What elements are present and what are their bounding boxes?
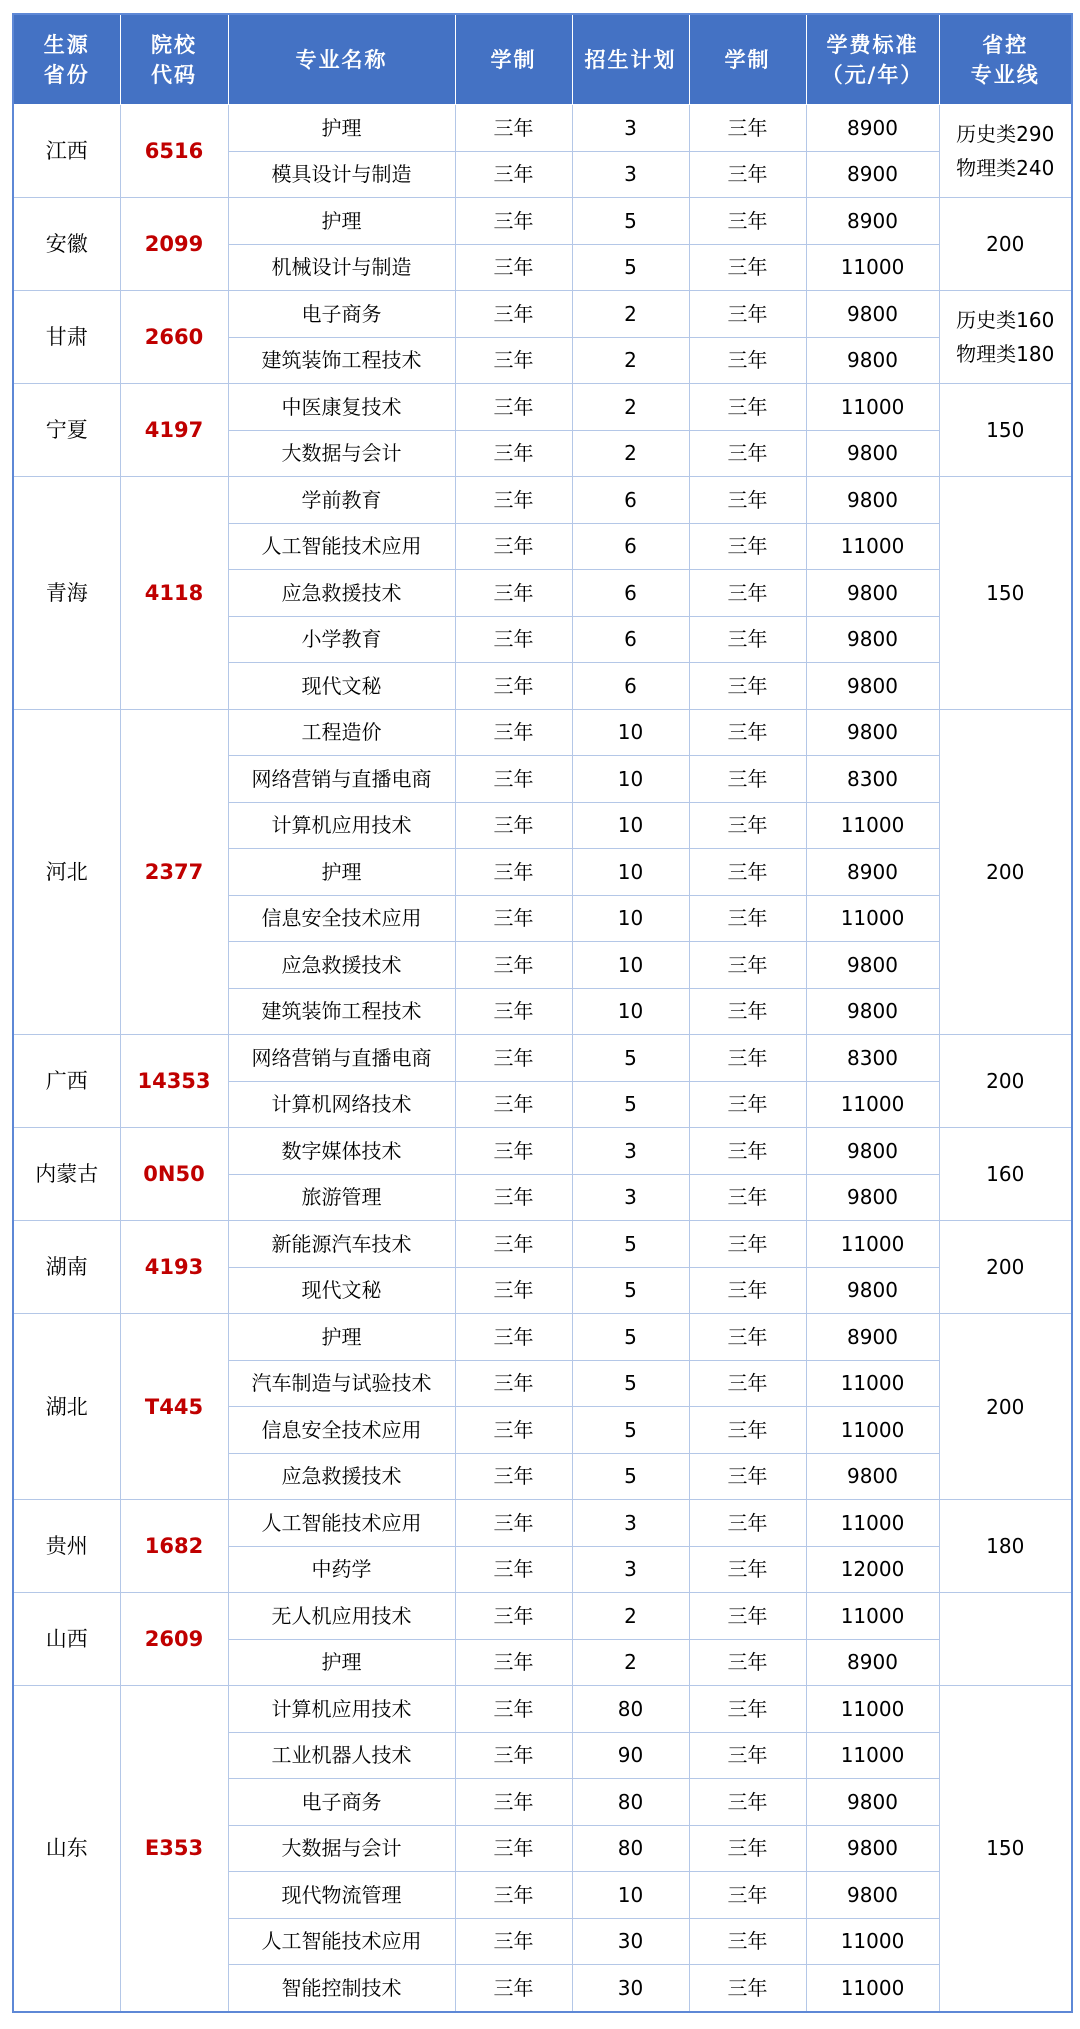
tuition-cell: 8900	[806, 198, 939, 245]
duration-2-cell: 三年	[689, 477, 806, 524]
duration-cell: 三年	[455, 198, 572, 245]
duration-2-cell: 三年	[689, 198, 806, 245]
major-name-cell: 新能源汽车技术	[228, 1221, 455, 1268]
enrollment-plan-cell: 2	[572, 337, 689, 384]
control-line-value: 200	[986, 1394, 1025, 1419]
tuition-cell: 8900	[806, 1639, 939, 1686]
major-name-cell: 人工智能技术应用	[228, 1918, 455, 1965]
province-cell: 贵州	[13, 1500, 120, 1593]
tuition-cell: 9800	[806, 337, 939, 384]
table-row	[13, 1221, 1072, 1268]
control-line-value: 历史类160	[956, 308, 1055, 332]
tuition-cell: 9800	[806, 1872, 939, 1919]
tuition-cell: 9800	[806, 616, 939, 663]
enrollment-plan-cell: 10	[572, 988, 689, 1035]
duration-cell: 三年	[455, 616, 572, 663]
duration-2-cell: 三年	[689, 1360, 806, 1407]
enrollment-plan-cell: 30	[572, 1918, 689, 1965]
duration-2-cell: 三年	[689, 1779, 806, 1826]
major-name-cell: 大数据与会计	[228, 430, 455, 477]
control-line-value: 历史类290	[956, 122, 1055, 146]
major-name-cell: 护理	[228, 198, 455, 245]
tuition-cell: 11000	[806, 1500, 939, 1547]
duration-cell: 三年	[455, 1825, 572, 1872]
enrollment-plan-cell: 2	[572, 1639, 689, 1686]
header-control-line	[939, 14, 1072, 105]
table-row	[13, 1500, 1072, 1547]
tuition-cell: 11000	[806, 1732, 939, 1779]
duration-cell: 三年	[455, 802, 572, 849]
major-name-cell: 小学教育	[228, 616, 455, 663]
duration-2-cell: 三年	[689, 570, 806, 617]
province-cell: 广西	[13, 1035, 120, 1128]
tuition-cell: 11000	[806, 1360, 939, 1407]
enrollment-plan-cell: 2	[572, 384, 689, 431]
header-line-line2: 专业线	[970, 62, 1040, 87]
school-code-cell: 2377	[120, 709, 228, 1035]
school-code-cell: 2099	[120, 198, 228, 291]
duration-2-cell: 三年	[689, 1267, 806, 1314]
header-major: 专业名称	[228, 14, 455, 105]
school-code-cell: 4197	[120, 384, 228, 477]
duration-2-cell: 三年	[689, 430, 806, 477]
province-cell: 湖北	[13, 1314, 120, 1500]
province-cell: 甘肃	[13, 291, 120, 384]
tuition-cell: 8900	[806, 105, 939, 152]
enrollment-plan-cell: 5	[572, 1267, 689, 1314]
major-name-cell: 计算机应用技术	[228, 1686, 455, 1733]
province-cell: 安徽	[13, 198, 120, 291]
duration-cell: 三年	[455, 1500, 572, 1547]
control-line-value: 150	[986, 418, 1025, 442]
duration-cell: 三年	[455, 663, 572, 710]
duration-2-cell: 三年	[689, 663, 806, 710]
school-code-cell: T445	[120, 1314, 228, 1500]
enrollment-plan-cell: 6	[572, 523, 689, 570]
duration-cell: 三年	[455, 1965, 572, 2012]
duration-cell: 三年	[455, 244, 572, 291]
duration-2-cell: 三年	[689, 1407, 806, 1454]
duration-cell: 三年	[455, 151, 572, 198]
header-duration-2: 学制	[689, 14, 806, 105]
enrollment-plan-cell: 6	[572, 477, 689, 524]
duration-cell: 三年	[455, 1918, 572, 1965]
enrollment-plan-cell: 80	[572, 1825, 689, 1872]
duration-cell: 三年	[455, 1221, 572, 1268]
duration-cell: 三年	[455, 756, 572, 803]
major-name-cell: 工业机器人技术	[228, 1732, 455, 1779]
duration-cell: 三年	[455, 430, 572, 477]
duration-2-cell: 三年	[689, 291, 806, 338]
duration-2-cell: 三年	[689, 1081, 806, 1128]
enrollment-plan-cell: 3	[572, 1128, 689, 1175]
school-code-cell: E353	[120, 1686, 228, 2012]
duration-cell: 三年	[455, 477, 572, 524]
control-line-value: 150	[986, 1836, 1025, 1861]
major-name-cell: 计算机应用技术	[228, 802, 455, 849]
table-row	[13, 1686, 1072, 1733]
tuition-cell: 11000	[806, 244, 939, 291]
enrollment-plan-cell: 30	[572, 1965, 689, 2012]
duration-2-cell: 三年	[689, 1500, 806, 1547]
enrollment-table	[12, 13, 1073, 2013]
duration-cell: 三年	[455, 1360, 572, 1407]
control-line-value: 160	[986, 1162, 1025, 1186]
header-tuition	[806, 14, 939, 105]
tuition-cell: 11000	[806, 1593, 939, 1640]
major-name-cell: 工程造价	[228, 709, 455, 756]
tuition-cell: 11000	[806, 384, 939, 431]
major-name-cell: 人工智能技术应用	[228, 1500, 455, 1547]
enrollment-plan-cell: 6	[572, 663, 689, 710]
control-line-value: 200	[986, 1069, 1025, 1093]
tuition-cell: 9800	[806, 663, 939, 710]
tuition-cell: 11000	[806, 895, 939, 942]
duration-2-cell: 三年	[689, 895, 806, 942]
major-name-cell: 数字媒体技术	[228, 1128, 455, 1175]
major-name-cell: 中医康复技术	[228, 384, 455, 431]
enrollment-plan-cell: 5	[572, 198, 689, 245]
control-line-cell	[939, 1035, 1072, 1128]
table-row	[13, 384, 1072, 431]
duration-cell: 三年	[455, 337, 572, 384]
header-tuition-line2: （元/年）	[821, 62, 924, 87]
duration-2-cell: 三年	[689, 988, 806, 1035]
duration-cell: 三年	[455, 1686, 572, 1733]
control-line-cell	[939, 1314, 1072, 1500]
enrollment-plan-cell: 5	[572, 1407, 689, 1454]
tuition-cell: 9800	[806, 1453, 939, 1500]
duration-cell: 三年	[455, 1407, 572, 1454]
duration-cell: 三年	[455, 1639, 572, 1686]
enrollment-plan-cell: 10	[572, 849, 689, 896]
table-row	[13, 1128, 1072, 1175]
control-line-cell	[939, 477, 1072, 710]
header-duration: 学制	[455, 14, 572, 105]
enrollment-plan-cell: 5	[572, 1081, 689, 1128]
control-line-cell	[939, 709, 1072, 1035]
duration-2-cell: 三年	[689, 1546, 806, 1593]
header-code-line1: 院校	[151, 32, 197, 57]
tuition-cell: 9800	[806, 477, 939, 524]
duration-cell: 三年	[455, 895, 572, 942]
enrollment-plan-cell: 10	[572, 802, 689, 849]
duration-2-cell: 三年	[689, 1593, 806, 1640]
table-header	[13, 14, 1072, 105]
school-code-cell: 1682	[120, 1500, 228, 1593]
major-name-cell: 学前教育	[228, 477, 455, 524]
major-name-cell: 信息安全技术应用	[228, 1407, 455, 1454]
duration-2-cell: 三年	[689, 151, 806, 198]
enrollment-plan-cell: 3	[572, 1546, 689, 1593]
duration-cell: 三年	[455, 1872, 572, 1919]
major-name-cell: 现代物流管理	[228, 1872, 455, 1919]
duration-2-cell: 三年	[689, 337, 806, 384]
control-line-value: 200	[986, 232, 1025, 256]
enrollment-plan-cell: 5	[572, 1221, 689, 1268]
major-name-cell: 护理	[228, 849, 455, 896]
duration-cell: 三年	[455, 942, 572, 989]
major-name-cell: 建筑装饰工程技术	[228, 988, 455, 1035]
major-name-cell: 网络营销与直播电商	[228, 1035, 455, 1082]
tuition-cell: 9800	[806, 1267, 939, 1314]
province-cell: 青海	[13, 477, 120, 710]
control-line-cell	[939, 1593, 1072, 1686]
duration-cell: 三年	[455, 1128, 572, 1175]
duration-cell: 三年	[455, 709, 572, 756]
table-row	[13, 105, 1072, 152]
enrollment-plan-cell: 2	[572, 291, 689, 338]
tuition-cell: 11000	[806, 802, 939, 849]
tuition-cell: 9800	[806, 942, 939, 989]
school-code-cell: 2609	[120, 1593, 228, 1686]
header-row	[13, 14, 1072, 105]
header-code	[120, 14, 228, 105]
major-name-cell: 护理	[228, 105, 455, 152]
enrollment-plan-cell: 6	[572, 570, 689, 617]
tuition-cell: 9800	[806, 570, 939, 617]
duration-cell: 三年	[455, 1453, 572, 1500]
enrollment-plan-cell: 3	[572, 151, 689, 198]
province-cell: 山东	[13, 1686, 120, 2012]
duration-2-cell: 三年	[689, 616, 806, 663]
header-tuition-line1: 学费标准	[826, 32, 919, 57]
duration-cell: 三年	[455, 1593, 572, 1640]
duration-cell: 三年	[455, 988, 572, 1035]
tuition-cell: 11000	[806, 1221, 939, 1268]
enrollment-plan-cell: 2	[572, 430, 689, 477]
duration-cell: 三年	[455, 291, 572, 338]
duration-cell: 三年	[455, 1546, 572, 1593]
enrollment-plan-cell: 80	[572, 1686, 689, 1733]
header-province	[13, 14, 120, 105]
school-code-cell: 2660	[120, 291, 228, 384]
tuition-cell: 8900	[806, 151, 939, 198]
duration-cell: 三年	[455, 1779, 572, 1826]
control-line-value: 200	[986, 1255, 1025, 1279]
province-cell: 内蒙古	[13, 1128, 120, 1221]
duration-2-cell: 三年	[689, 523, 806, 570]
major-name-cell: 应急救援技术	[228, 570, 455, 617]
tuition-cell: 9800	[806, 291, 939, 338]
duration-cell: 三年	[455, 849, 572, 896]
major-name-cell: 现代文秘	[228, 663, 455, 710]
tuition-cell: 11000	[806, 1407, 939, 1454]
major-name-cell: 应急救援技术	[228, 1453, 455, 1500]
control-line-value: 150	[986, 580, 1025, 605]
duration-cell: 三年	[455, 1732, 572, 1779]
major-name-cell: 网络营销与直播电商	[228, 756, 455, 803]
tuition-cell: 11000	[806, 523, 939, 570]
duration-cell: 三年	[455, 523, 572, 570]
duration-2-cell: 三年	[689, 942, 806, 989]
major-name-cell: 旅游管理	[228, 1174, 455, 1221]
header-line-line1: 省控	[982, 32, 1029, 57]
control-line-cell	[939, 291, 1072, 384]
major-name-cell: 现代文秘	[228, 1267, 455, 1314]
table-row	[13, 1035, 1072, 1082]
tuition-cell: 11000	[806, 1965, 939, 2012]
header-province-line2: 省份	[43, 62, 90, 87]
duration-cell: 三年	[455, 1035, 572, 1082]
table-body	[13, 105, 1072, 2012]
major-name-cell: 机械设计与制造	[228, 244, 455, 291]
control-line-value: 物理类240	[956, 156, 1055, 180]
duration-2-cell: 三年	[689, 1639, 806, 1686]
enrollment-plan-cell: 5	[572, 1314, 689, 1361]
control-line-value: 物理类180	[956, 342, 1055, 366]
tuition-cell: 11000	[806, 1918, 939, 1965]
tuition-cell: 9800	[806, 1825, 939, 1872]
tuition-cell: 11000	[806, 1686, 939, 1733]
enrollment-plan-cell: 10	[572, 942, 689, 989]
table-row	[13, 291, 1072, 338]
duration-cell: 三年	[455, 1174, 572, 1221]
province-cell: 山西	[13, 1593, 120, 1686]
tuition-cell: 9800	[806, 1779, 939, 1826]
major-name-cell: 计算机网络技术	[228, 1081, 455, 1128]
school-code-cell: 4118	[120, 477, 228, 710]
school-code-cell: 4193	[120, 1221, 228, 1314]
duration-cell: 三年	[455, 570, 572, 617]
province-cell: 宁夏	[13, 384, 120, 477]
duration-cell: 三年	[455, 384, 572, 431]
duration-2-cell: 三年	[689, 1128, 806, 1175]
header-code-line2: 代码	[151, 62, 197, 87]
major-name-cell: 智能控制技术	[228, 1965, 455, 2012]
tuition-cell: 12000	[806, 1546, 939, 1593]
control-line-cell	[939, 1221, 1072, 1314]
control-line-value: 180	[986, 1534, 1025, 1558]
school-code-cell: 0N50	[120, 1128, 228, 1221]
table-row	[13, 709, 1072, 756]
tuition-cell: 11000	[806, 1081, 939, 1128]
tuition-cell: 8900	[806, 849, 939, 896]
tuition-cell: 9800	[806, 709, 939, 756]
enrollment-plan-cell: 5	[572, 1035, 689, 1082]
duration-2-cell: 三年	[689, 802, 806, 849]
duration-2-cell: 三年	[689, 1035, 806, 1082]
tuition-cell: 9800	[806, 988, 939, 1035]
tuition-cell: 9800	[806, 1128, 939, 1175]
header-plan: 招生计划	[572, 14, 689, 105]
control-line-cell	[939, 1500, 1072, 1593]
enrollment-plan-cell: 10	[572, 709, 689, 756]
duration-cell: 三年	[455, 1081, 572, 1128]
major-name-cell: 无人机应用技术	[228, 1593, 455, 1640]
major-name-cell: 护理	[228, 1639, 455, 1686]
table-row	[13, 198, 1072, 245]
enrollment-plan-cell: 80	[572, 1779, 689, 1826]
tuition-cell: 8300	[806, 1035, 939, 1082]
enrollment-plan-cell: 3	[572, 1500, 689, 1547]
duration-2-cell: 三年	[689, 709, 806, 756]
enrollment-plan-cell: 6	[572, 616, 689, 663]
table-row	[13, 1314, 1072, 1361]
tuition-cell: 8900	[806, 1314, 939, 1361]
tuition-cell: 9800	[806, 430, 939, 477]
control-line-cell	[939, 105, 1072, 198]
duration-2-cell: 三年	[689, 384, 806, 431]
major-name-cell: 中药学	[228, 1546, 455, 1593]
enrollment-plan-cell: 2	[572, 1593, 689, 1640]
duration-2-cell: 三年	[689, 244, 806, 291]
major-name-cell: 信息安全技术应用	[228, 895, 455, 942]
duration-2-cell: 三年	[689, 1918, 806, 1965]
duration-cell: 三年	[455, 105, 572, 152]
major-name-cell: 电子商务	[228, 1779, 455, 1826]
header-province-line1: 生源	[43, 32, 90, 57]
control-line-cell	[939, 198, 1072, 291]
province-cell: 湖南	[13, 1221, 120, 1314]
province-cell: 江西	[13, 105, 120, 198]
duration-cell: 三年	[455, 1267, 572, 1314]
tuition-cell: 8300	[806, 756, 939, 803]
duration-2-cell: 三年	[689, 1174, 806, 1221]
duration-2-cell: 三年	[689, 1314, 806, 1361]
duration-2-cell: 三年	[689, 1872, 806, 1919]
major-name-cell: 护理	[228, 1314, 455, 1361]
table-row	[13, 1593, 1072, 1640]
control-line-cell	[939, 384, 1072, 477]
enrollment-plan-cell: 10	[572, 756, 689, 803]
duration-2-cell: 三年	[689, 756, 806, 803]
major-name-cell: 建筑装饰工程技术	[228, 337, 455, 384]
control-line-value: 200	[986, 859, 1025, 884]
enrollment-plan-cell: 5	[572, 1360, 689, 1407]
enrollment-plan-cell: 10	[572, 895, 689, 942]
major-name-cell: 电子商务	[228, 291, 455, 338]
duration-2-cell: 三年	[689, 1686, 806, 1733]
enrollment-plan-cell: 10	[572, 1872, 689, 1919]
duration-2-cell: 三年	[689, 1965, 806, 2012]
major-name-cell: 模具设计与制造	[228, 151, 455, 198]
enrollment-plan-cell: 3	[572, 105, 689, 152]
enrollment-plan-cell: 5	[572, 1453, 689, 1500]
duration-2-cell: 三年	[689, 849, 806, 896]
enrollment-plan-cell: 3	[572, 1174, 689, 1221]
duration-2-cell: 三年	[689, 1732, 806, 1779]
enrollment-plan-cell: 5	[572, 244, 689, 291]
major-name-cell: 大数据与会计	[228, 1825, 455, 1872]
duration-cell: 三年	[455, 1314, 572, 1361]
duration-2-cell: 三年	[689, 1453, 806, 1500]
major-name-cell: 应急救援技术	[228, 942, 455, 989]
table-row	[13, 477, 1072, 524]
control-line-cell	[939, 1128, 1072, 1221]
province-cell: 河北	[13, 709, 120, 1035]
major-name-cell: 人工智能技术应用	[228, 523, 455, 570]
school-code-cell: 14353	[120, 1035, 228, 1128]
duration-2-cell: 三年	[689, 1825, 806, 1872]
tuition-cell: 9800	[806, 1174, 939, 1221]
duration-2-cell: 三年	[689, 1221, 806, 1268]
school-code-cell: 6516	[120, 105, 228, 198]
duration-2-cell: 三年	[689, 105, 806, 152]
major-name-cell: 汽车制造与试验技术	[228, 1360, 455, 1407]
enrollment-plan-cell: 90	[572, 1732, 689, 1779]
control-line-cell	[939, 1686, 1072, 2012]
